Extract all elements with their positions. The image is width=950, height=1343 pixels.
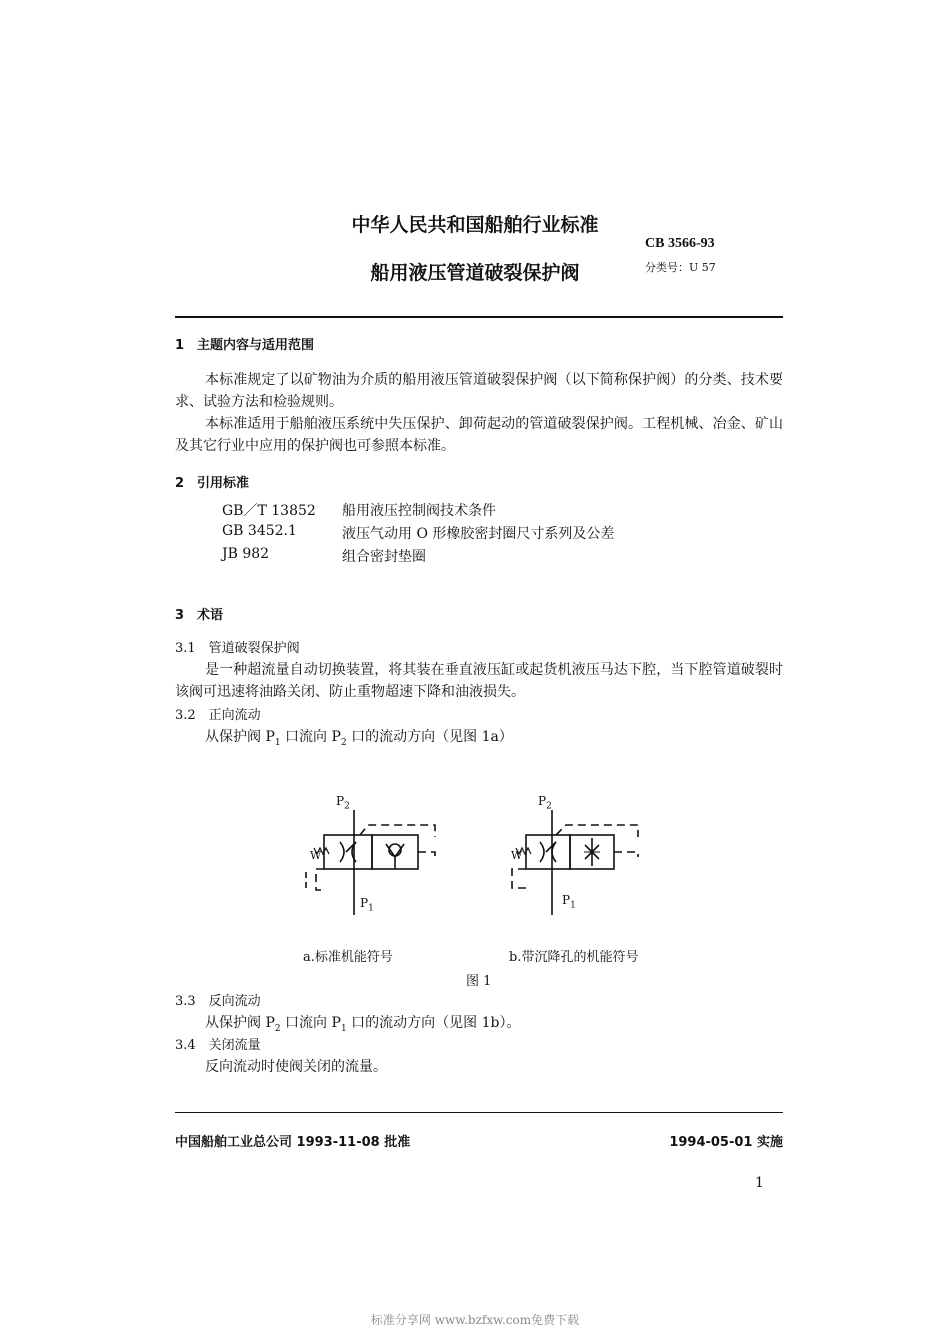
term-3-2-text: 从保护阀 $P_1$ 口流向 $P_2$ 口的流动方向（见图 1a） xyxy=(205,729,513,748)
ref-code: GB／T 13852 xyxy=(222,503,316,519)
ref-name: 船用液压控制阀技术条件 xyxy=(342,503,496,519)
term-3-3-heading: 3.3 反向流动 xyxy=(175,994,261,1009)
section-1-heading: 1 主题内容与适用范围 xyxy=(175,338,315,353)
ref-name: 液压气动用 O 形橡胶密封圈尺寸系列及公差 xyxy=(342,526,615,542)
figure-1b-caption: b.带沉降孔的机能符号 xyxy=(509,950,639,965)
classification-number: 分类号：U 57 xyxy=(645,261,716,274)
ref-code: JB 982 xyxy=(222,546,270,562)
document-title: 船用液压管道破裂保护阀 xyxy=(370,262,580,284)
figure-1-title: 图 1 xyxy=(466,974,492,989)
approval-line: 中国船舶工业总公司 1993-11-08 批准 xyxy=(175,1135,411,1150)
label-p2-b: $P_2$ xyxy=(538,794,552,812)
label-w-b: W xyxy=(511,849,523,862)
section-1-paragraph-2: 本标准适用于船舶液压系统中失压保护、卸荷起动的管道破裂保护阀。工程机械、冶金、矿山及其它行业中应用的保护阀也可参照本标准。 xyxy=(175,416,783,454)
header-rule xyxy=(175,316,783,318)
term-3-1-heading: 3.1 管道破裂保护阀 xyxy=(175,641,300,656)
org-title: 中华人民共和国船舶行业标准 xyxy=(351,214,599,236)
section-3-heading: 3 术语 xyxy=(175,608,224,623)
section-1-paragraph-1: 本标准规定了以矿物油为介质的船用液压管道破裂保护阀（以下简称保护阀）的分类、技术要求、试验方法和检验规则。 xyxy=(175,372,783,410)
watermark: 标准分享网 www.bzfxw.com免费下载 xyxy=(370,1313,580,1327)
effective-date: 1994-05-01 实施 xyxy=(669,1135,783,1150)
term-3-4-heading: 3.4 关闭流量 xyxy=(175,1038,261,1053)
label-p2-a: $P_2$ xyxy=(336,794,350,812)
label-p1-a: $P_1$ xyxy=(360,896,374,914)
label-w-a: W xyxy=(310,849,322,862)
term-3-1-text: 是一种超流量自动切换装置，将其装在垂直液压缸或起货机液压马达下腔，当下腔管道破裂时该阀可迅速将油路关闭、防止重物超速下降和油液损失。 xyxy=(175,662,783,700)
ref-code: GB 3452.1 xyxy=(222,523,297,539)
ref-name: 组合密封垫圈 xyxy=(342,549,426,565)
term-3-4-text: 反向流动时使阀关闭的流量。 xyxy=(205,1059,387,1075)
footer-rule xyxy=(175,1112,783,1113)
label-p1-b: $P_1$ xyxy=(562,893,576,911)
standard-number: CB 3566-93 xyxy=(645,236,715,251)
term-3-3-text: 从保护阀 $P_2$ 口流向 $P_1$ 口的流动方向（见图 1b）。 xyxy=(205,1015,521,1034)
page-number: 1 xyxy=(755,1175,764,1191)
section-2-heading: 2 引用标准 xyxy=(175,476,250,491)
term-3-2-heading: 3.2 正向流动 xyxy=(175,708,261,723)
figure-1a-caption: a.标准机能符号 xyxy=(303,950,393,965)
